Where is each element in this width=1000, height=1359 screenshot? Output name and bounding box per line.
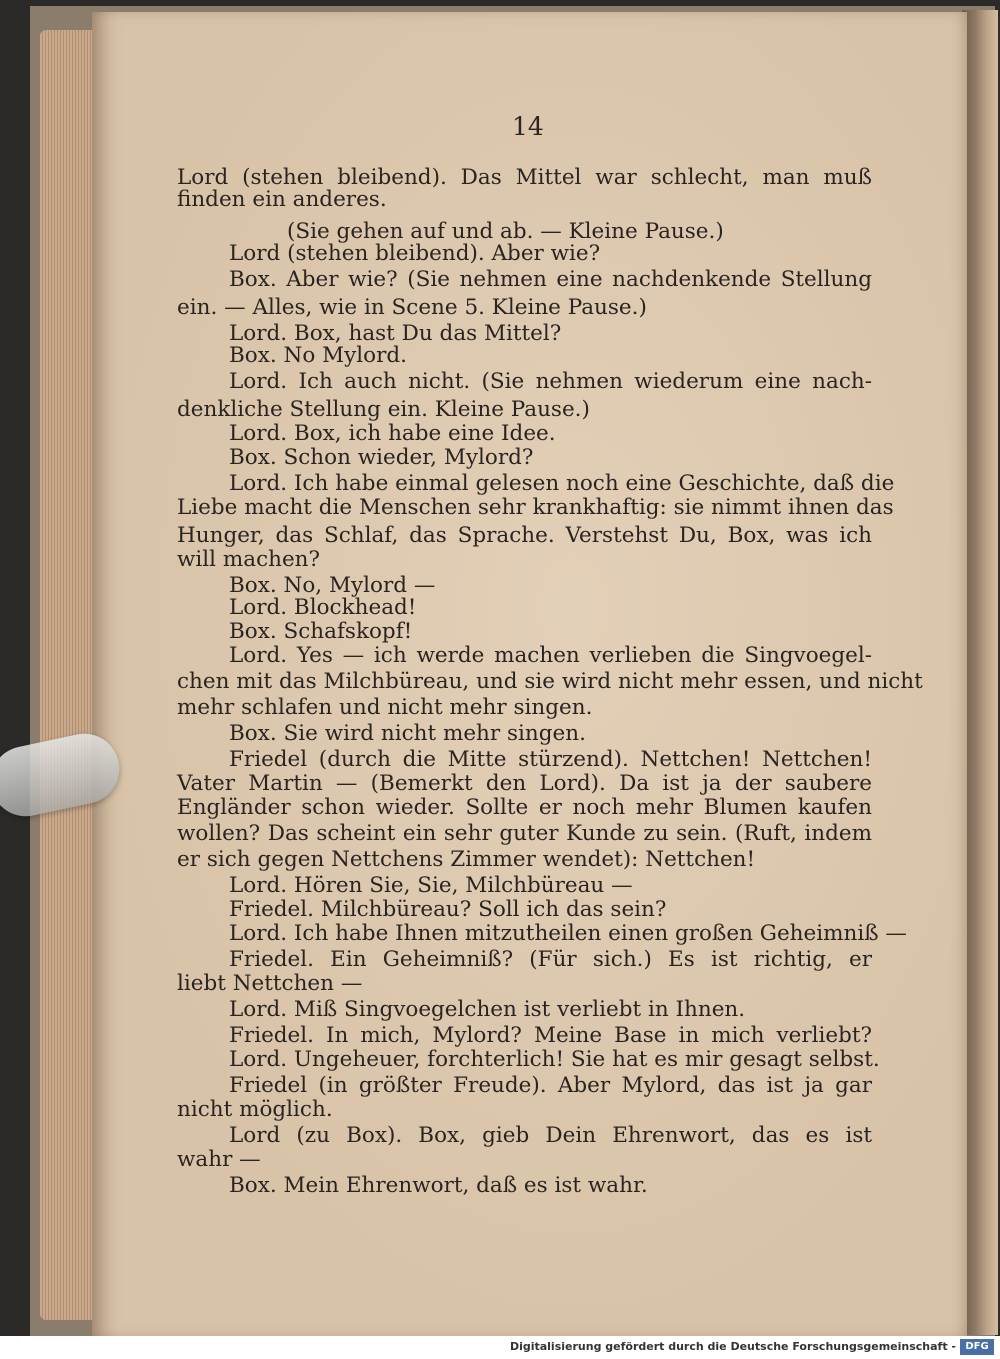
text-line: er sich gegen Nettchens Zimmer wendet): Nettchen! xyxy=(177,847,756,872)
page-number: 14 xyxy=(512,112,544,141)
dfg-logo: DFG xyxy=(960,1339,994,1355)
text-line: Friedel. Milchbüreau? Soll ich das sein? xyxy=(229,897,667,922)
text-line: Lord. Box, ich habe eine Idee. xyxy=(229,421,556,446)
text-line: denkliche Stellung ein. Kleine Pause.) xyxy=(177,397,590,422)
text-line: wahr — xyxy=(177,1147,261,1172)
text-line: will machen? xyxy=(177,547,321,572)
text-line: Lord (stehen bleibend). Aber wie? xyxy=(229,241,601,266)
text-line: Lord. Hören Sie, Sie, Milchbüreau — xyxy=(229,873,633,898)
text-line: Friedel (durch die Mitte stürzend). Nettchen! Nettchen! xyxy=(229,747,872,772)
page-edges xyxy=(40,30,100,1320)
text-line: Lord (stehen bleibend). Das Mittel war schlecht, man muß xyxy=(177,165,872,190)
footer-credit: Digitalisierung gefördert durch die Deutsche Forschungsgemeinschaft - xyxy=(509,1340,956,1353)
footer-bar xyxy=(0,1336,1000,1359)
text-line: Box. No, Mylord — xyxy=(229,573,436,598)
book-cover-edge xyxy=(962,10,998,1335)
text-line: wollen? Das scheint ein sehr guter Kunde zu sein. (Ruft, indem xyxy=(177,821,872,846)
text-line: Lord. Miß Singvoegelchen ist verliebt in Ihnen. xyxy=(229,997,746,1022)
text-line: Box. Aber wie? (Sie nehmen eine nachdenkende Stellung xyxy=(229,267,872,292)
text-line: Lord. Box, hast Du das Mittel? xyxy=(229,321,562,346)
text-line: Lord. Ich habe einmal gelesen noch eine Geschichte, daß die xyxy=(229,471,895,496)
text-line: nicht möglich. xyxy=(177,1097,333,1122)
text-line: liebt Nettchen — xyxy=(177,971,363,996)
text-line: Lord (zu Box). Box, gieb Dein Ehrenwort, das es ist xyxy=(229,1123,872,1148)
text-line: Friedel. In mich, Mylord? Meine Base in mich verliebt? xyxy=(229,1023,872,1048)
text-line: Lord. Ich habe Ihnen mitzutheilen einen großen Geheimniß — xyxy=(229,921,907,946)
text-line: Lord. Ich auch nicht. (Sie nehmen wiederum eine nach- xyxy=(229,369,872,394)
text-line: Hunger, das Schlaf, das Sprache. Verstehst Du, Box, was ich xyxy=(177,523,872,548)
text-line: mehr schlafen und nicht mehr singen. xyxy=(177,695,593,720)
text-line: Engländer schon wieder. Sollte er noch mehr Blumen kaufen xyxy=(177,795,872,820)
text-line: Friedel. Ein Geheimniß? (Für sich.) Es ist richtig, er xyxy=(229,947,872,972)
text-line: finden ein anderes. xyxy=(177,187,387,212)
text-line: (Sie gehen auf und ab. — Kleine Pause.) xyxy=(287,219,724,244)
text-line: Box. Schon wieder, Mylord? xyxy=(229,445,534,470)
text-line: chen mit das Milchbüreau, und sie wird nicht mehr essen, und nicht xyxy=(177,669,923,694)
text-line: Vater Martin — (Bemerkt den Lord). Da ist ja der saubere xyxy=(177,771,872,796)
text-line: Lord. Yes — ich werde machen verlieben die Singvoegel- xyxy=(229,643,872,668)
text-line: Box. No Mylord. xyxy=(229,343,407,368)
text-line: Liebe macht die Menschen sehr krankhaftig: sie nimmt ihnen das xyxy=(177,495,894,520)
text-line: Friedel (in größter Freude). Aber Mylord, das ist ja gar xyxy=(229,1073,872,1098)
text-line: Box. Schafskopf! xyxy=(229,619,413,644)
text-line: Box. Mein Ehrenwort, daß es ist wahr. xyxy=(229,1173,648,1198)
text-line: Lord. Ungeheuer, forchterlich! Sie hat es mir gesagt selbst. xyxy=(229,1047,880,1072)
text-line: Box. Sie wird nicht mehr singen. xyxy=(229,721,586,746)
text-line: ein. — Alles, wie in Scene 5. Kleine Pause.) xyxy=(177,295,647,320)
text-line: Lord. Blockhead! xyxy=(229,595,417,620)
